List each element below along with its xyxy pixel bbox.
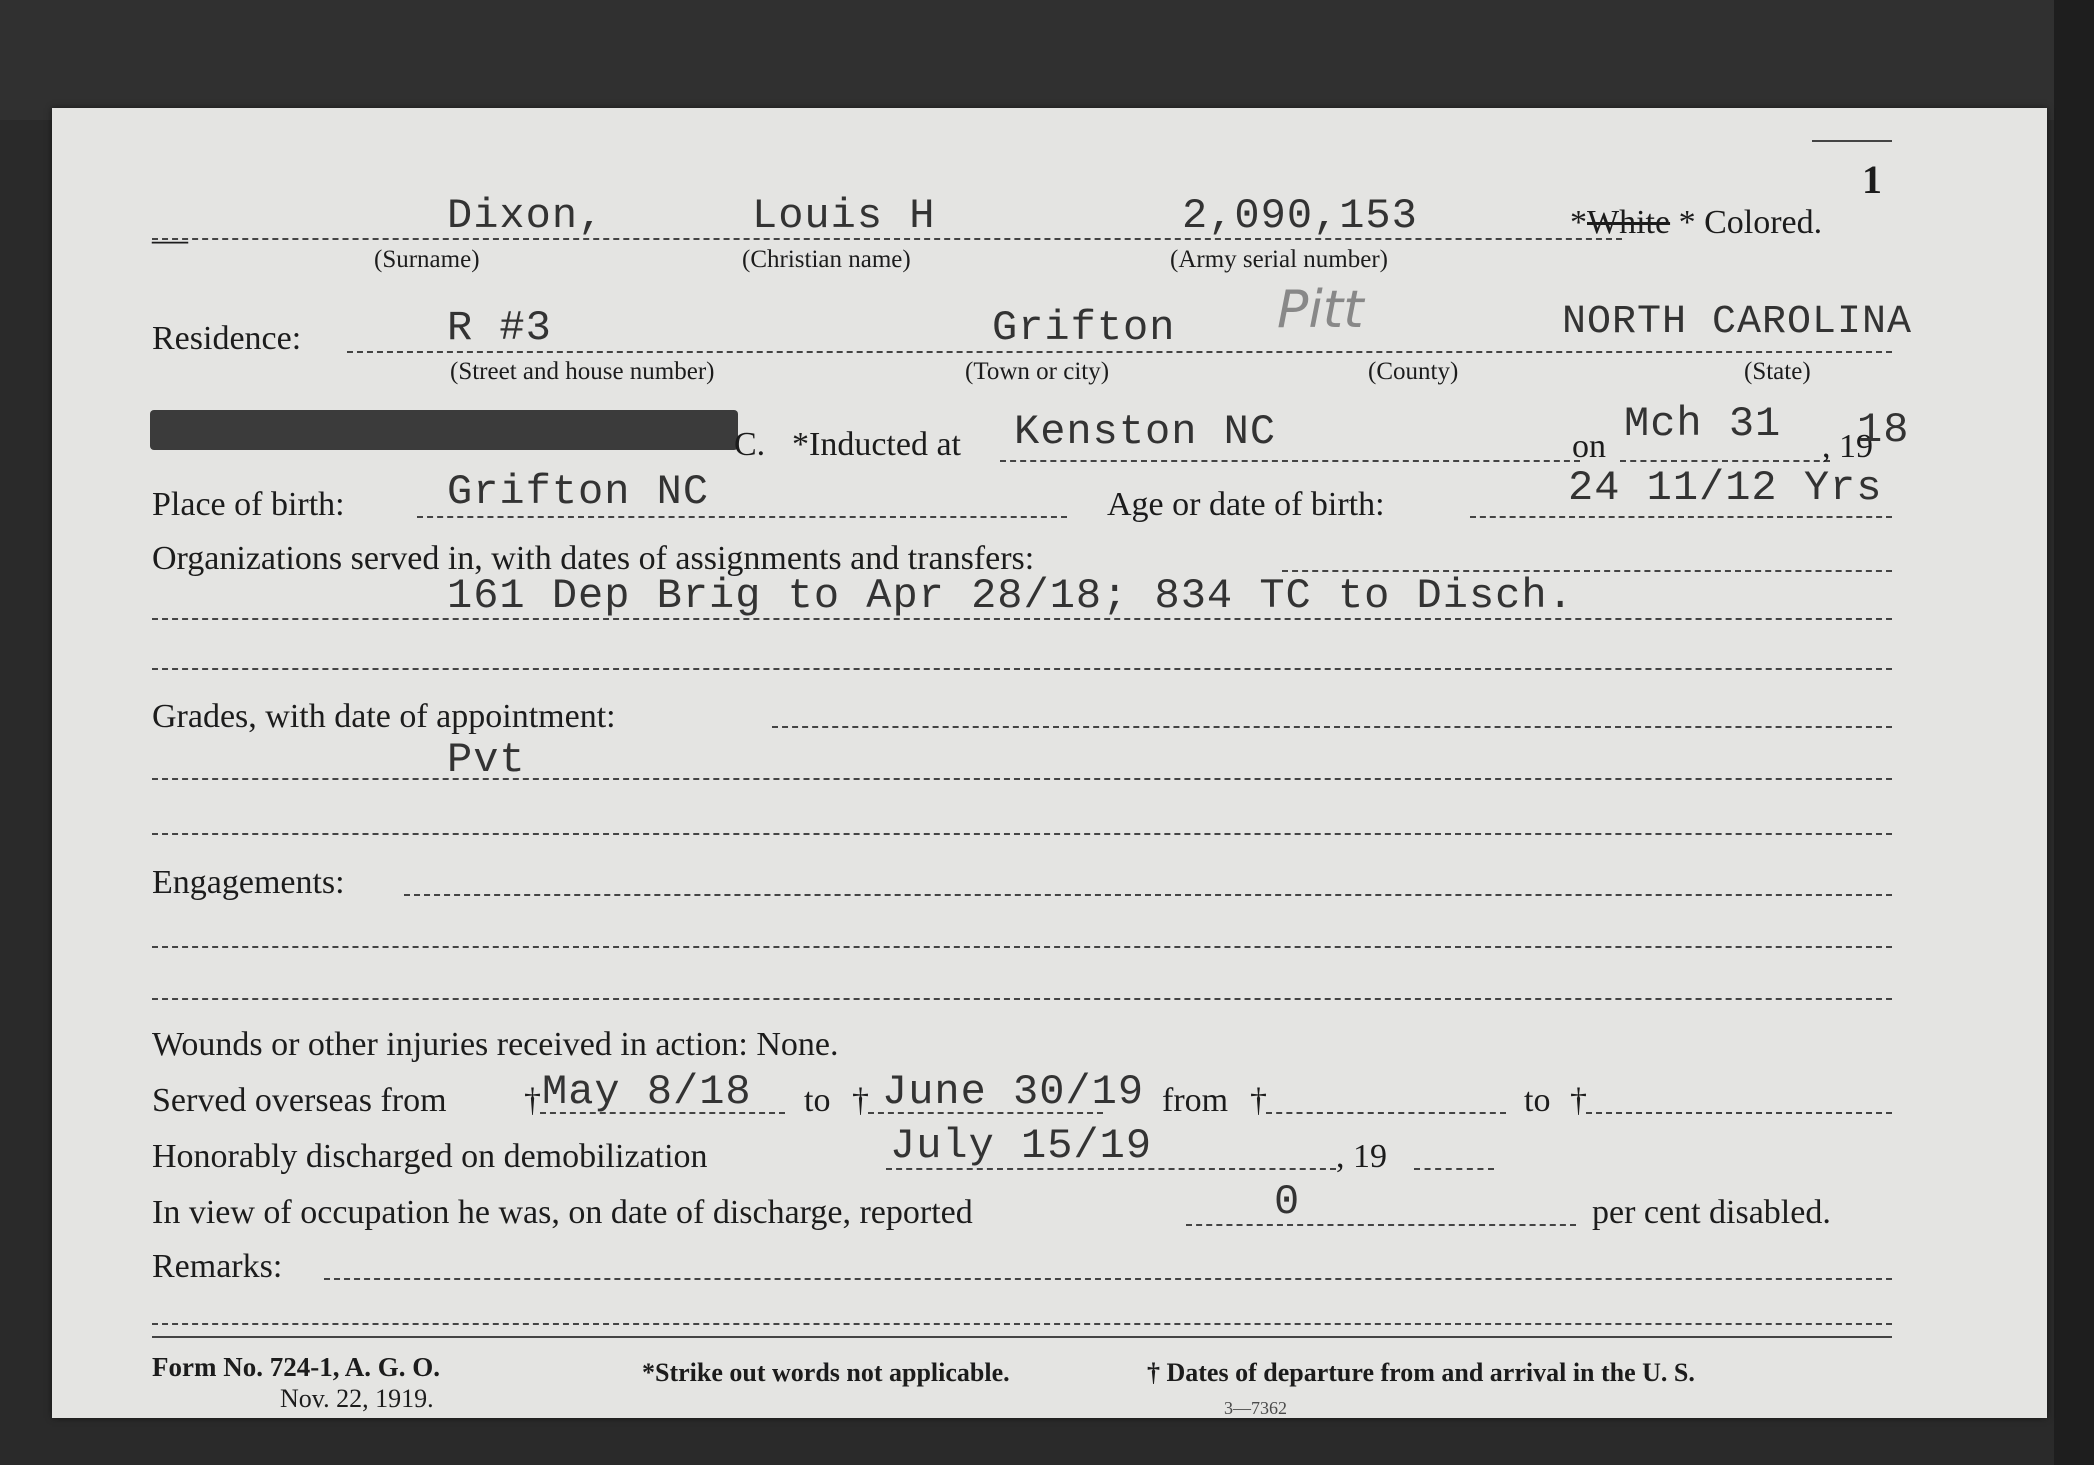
discharge-date-value: July 15/19	[890, 1122, 1153, 1170]
caption-christian-name: (Christian name)	[742, 246, 911, 273]
race-colored: * Colored.	[1678, 204, 1823, 241]
engagements-line-1	[152, 946, 1892, 948]
service-record-card	[52, 108, 2047, 1418]
dagger-3: †	[1250, 1082, 1267, 1119]
inducted-place-value: Kenston NC	[1014, 408, 1277, 456]
discharge-year-prefix: , 19	[1336, 1138, 1387, 1175]
age-label: Age or date of birth:	[1107, 486, 1385, 523]
disabled-label: per cent disabled.	[1592, 1194, 1831, 1231]
print-code: 3—7362	[1224, 1398, 1287, 1418]
redaction-bar	[150, 410, 738, 450]
residence-label: Residence:	[152, 320, 302, 357]
grades-label: Grades, with date of appointment:	[152, 698, 616, 735]
background-right	[2054, 0, 2094, 1465]
to-label-1: to	[804, 1082, 831, 1119]
engagements-line-2	[152, 998, 1892, 1000]
caption-serial-number: (Army serial number)	[1170, 246, 1388, 273]
grades-line-0	[772, 726, 1892, 728]
occupation-label: In view of occupation he was, on date of discharge, reported	[152, 1194, 973, 1231]
wounds-label: Wounds or other injuries received in action: None.	[152, 1026, 839, 1063]
remarks-line-1	[152, 1323, 1892, 1325]
birthplace-value: Grifton NC	[447, 468, 710, 516]
orgs-value: 161 Dep Brig to Apr 28/18; 834 TC to Disch.	[447, 572, 1574, 620]
card-number: 1	[1862, 157, 1882, 202]
inducted-year-value: 18	[1857, 406, 1910, 454]
from-label: from	[1162, 1082, 1229, 1119]
inducted-date-value: Mch 31	[1624, 400, 1782, 448]
dagger-2: †	[852, 1082, 869, 1119]
state-value: NORTH CAROLINA	[1562, 300, 1913, 345]
orgs-label: Organizations served in, with dates of assignments and transfers:	[152, 540, 1035, 577]
footnote-dates: † Dates of departure from and arrival in the U. S.	[1147, 1358, 1695, 1387]
caption-county: (County)	[1368, 358, 1459, 385]
on-label: on	[1572, 428, 1606, 465]
grades-line-2	[152, 833, 1892, 835]
remarks-label: Remarks:	[152, 1248, 283, 1285]
footnote-strike: *Strike out words not applicable.	[642, 1358, 1010, 1387]
enlisted-tail: C.	[734, 426, 766, 463]
caption-surname: (Surname)	[374, 246, 480, 273]
street-value: R #3	[447, 304, 552, 352]
engagements-label: Engagements:	[152, 864, 345, 901]
grades-line-1	[152, 778, 1892, 780]
race-prefix: *	[1570, 204, 1587, 241]
remarks-line-0	[324, 1278, 1892, 1280]
inducted-label: *Inducted at	[792, 426, 961, 463]
age-value: 24 11/12 Yrs	[1568, 464, 1883, 512]
discharged-label: Honorably discharged on demobilization	[152, 1138, 708, 1175]
year-prefix: , 19	[1822, 428, 1873, 465]
overseas-label: Served overseas from	[152, 1082, 447, 1119]
orgs-line-2	[152, 668, 1892, 670]
number-rule	[1812, 140, 1892, 142]
dash-mark: —	[152, 219, 188, 259]
caption-town: (Town or city)	[965, 358, 1110, 385]
christian-name-value: Louis H	[752, 192, 936, 240]
form-label: Form No. 724-1, A. G. O.	[152, 1352, 440, 1382]
to-label-2: to	[1524, 1082, 1551, 1119]
footer-rule	[152, 1336, 1892, 1338]
overseas-from2-line	[1266, 1112, 1506, 1114]
age-line	[1470, 516, 1892, 518]
form-date: Nov. 22, 1919.	[280, 1384, 434, 1413]
inducted-place-line	[1000, 460, 1580, 462]
disabled-pct-value: 0	[1274, 1178, 1301, 1226]
dagger-1: †	[524, 1082, 541, 1119]
caption-street: (Street and house number)	[450, 358, 715, 385]
background-top	[0, 0, 2094, 120]
disabled-line	[1186, 1224, 1576, 1226]
surname-value: Dixon,	[447, 192, 605, 240]
birthplace-label: Place of birth:	[152, 486, 345, 523]
overseas-to-value: June 30/19	[882, 1068, 1145, 1116]
town-value: Grifton	[992, 304, 1176, 352]
birthplace-line	[417, 516, 1067, 518]
race-white-struck: White	[1587, 204, 1671, 241]
inducted-date-line	[1620, 460, 1830, 462]
race-field	[1570, 204, 1822, 242]
overseas-from-value: May 8/18	[542, 1068, 752, 1116]
caption-state: (State)	[1744, 358, 1811, 385]
discharge-year-line	[1414, 1168, 1494, 1170]
grades-value: Pvt	[447, 736, 526, 784]
serial-number-value: 2,090,153	[1182, 192, 1418, 240]
dagger-4: †	[1570, 1082, 1587, 1119]
overseas-to2-line	[1586, 1112, 1892, 1114]
engagements-line-0	[404, 894, 1892, 896]
county-value-handwritten: Pitt	[1277, 280, 1364, 340]
